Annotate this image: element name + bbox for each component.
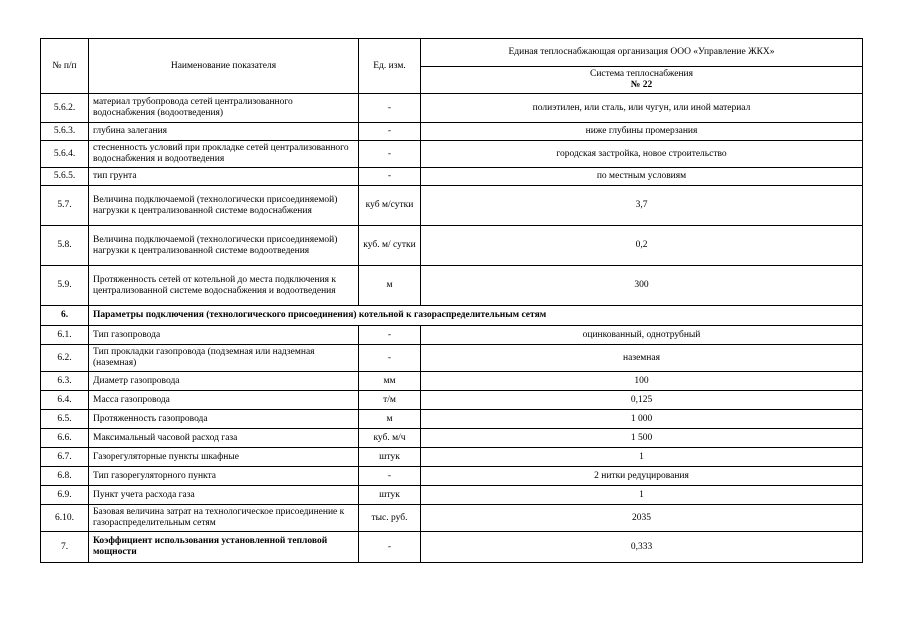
row-num: 6.8. <box>41 467 89 486</box>
row-value: 1 <box>421 448 863 467</box>
row-unit: мм <box>359 372 421 391</box>
row-num: 6. <box>41 306 89 326</box>
row-name: Протяженность газопровода <box>89 410 359 429</box>
row-unit: тыс. руб. <box>359 505 421 532</box>
row-unit: - <box>359 168 421 186</box>
row-name: Диаметр газопровода <box>89 372 359 391</box>
row-name: Тип прокладки газопровода (подземная или надземная (наземная) <box>89 345 359 372</box>
row-num: 6.3. <box>41 372 89 391</box>
section-title: Параметры подключения (технологического присоединения) котельной к газораспределительным сетям <box>89 306 863 326</box>
table-row <box>41 306 863 326</box>
header-row <box>41 39 863 67</box>
row-unit: - <box>359 94 421 123</box>
table-row <box>41 410 863 429</box>
row-value: 2 нитки редуцирования <box>421 467 863 486</box>
table-row <box>41 266 863 306</box>
row-value: 0,125 <box>421 391 863 410</box>
row-name: Тип газопровода <box>89 326 359 345</box>
header-org: Единая теплоснабжающая организация ООО «Управление ЖКХ» <box>421 39 863 67</box>
table-row <box>41 372 863 391</box>
header-name: Наименование показателя <box>89 39 359 94</box>
row-num: 6.10. <box>41 505 89 532</box>
table-row <box>41 123 863 141</box>
row-value: ниже глубины промерзания <box>421 123 863 141</box>
row-num: 5.9. <box>41 266 89 306</box>
row-name: глубина залегания <box>89 123 359 141</box>
row-value: наземная <box>421 345 863 372</box>
row-unit: штук <box>359 486 421 505</box>
row-unit: - <box>359 467 421 486</box>
row-name: Величина подключаемой (технологически присоединяемой) нагрузки к централизованной системе водоотведения <box>89 226 359 266</box>
row-value: 1 500 <box>421 429 863 448</box>
table-row <box>41 186 863 226</box>
row-num: 5.6.2. <box>41 94 89 123</box>
table-row <box>41 467 863 486</box>
row-num: 6.9. <box>41 486 89 505</box>
row-unit: - <box>359 123 421 141</box>
row-unit: куб м/сутки <box>359 186 421 226</box>
row-value: полиэтилен, или сталь, или чугун, или иной материал <box>421 94 863 123</box>
row-unit: куб. м/ч <box>359 429 421 448</box>
table-row <box>41 532 863 563</box>
row-num: 6.6. <box>41 429 89 448</box>
row-unit: - <box>359 532 421 563</box>
table-row <box>41 505 863 532</box>
header-num: № п/п <box>41 39 89 94</box>
row-num: 5.6.4. <box>41 141 89 168</box>
row-name: Газорегуляторные пункты шкафные <box>89 448 359 467</box>
table-row <box>41 226 863 266</box>
row-name: Тип газорегуляторного пункта <box>89 467 359 486</box>
table-row <box>41 391 863 410</box>
row-num: 6.2. <box>41 345 89 372</box>
row-value: 1 <box>421 486 863 505</box>
row-unit: куб. м/ сутки <box>359 226 421 266</box>
header-system <box>421 67 863 94</box>
row-value: 2035 <box>421 505 863 532</box>
row-value: городская застройка, новое строительство <box>421 141 863 168</box>
table-row <box>41 448 863 467</box>
row-num: 5.6.5. <box>41 168 89 186</box>
row-name: Протяженность сетей от котельной до места подключения к централизованной системе водоснабжения и водоотведения <box>89 266 359 306</box>
row-value: 3,7 <box>421 186 863 226</box>
header-unit: Ед. изм. <box>359 39 421 94</box>
row-unit: м <box>359 266 421 306</box>
row-name: Базовая величина затрат на технологическое присоединение к газораспределительным сетям <box>89 505 359 532</box>
row-name: Величина подключаемой (технологически присоединяемой) нагрузки к централизованной системе водоснабжения <box>89 186 359 226</box>
row-unit: - <box>359 141 421 168</box>
row-value: по местным условиям <box>421 168 863 186</box>
row-unit: м <box>359 410 421 429</box>
row-value: 0,333 <box>421 532 863 563</box>
row-name: тип грунта <box>89 168 359 186</box>
row-unit: т/м <box>359 391 421 410</box>
row-num: 5.8. <box>41 226 89 266</box>
row-name: материал трубопровода сетей централизованного водоснабжения (водоотведения) <box>89 94 359 123</box>
row-name: Максимальный часовой расход газа <box>89 429 359 448</box>
table-row <box>41 168 863 186</box>
row-value: оцинкованный, однотрубный <box>421 326 863 345</box>
row-name: стесненность условий при прокладке сетей централизованного водоснабжения и водоотведения <box>89 141 359 168</box>
data-table <box>40 38 863 563</box>
row-num: 6.1. <box>41 326 89 345</box>
row-value: 100 <box>421 372 863 391</box>
row-value: 300 <box>421 266 863 306</box>
row-num: 6.7. <box>41 448 89 467</box>
row-num: 5.7. <box>41 186 89 226</box>
system-label: Система теплоснабжения <box>589 69 694 79</box>
row-unit: штук <box>359 448 421 467</box>
table-body <box>41 39 863 563</box>
row-unit: - <box>359 326 421 345</box>
row-value: 0,2 <box>421 226 863 266</box>
system-number: № 22 <box>630 80 653 90</box>
row-num: 5.6.3. <box>41 123 89 141</box>
table-row <box>41 429 863 448</box>
row-name: Коэффициент использования установленной тепловой мощности <box>89 532 359 563</box>
row-num: 7. <box>41 532 89 563</box>
table-row <box>41 345 863 372</box>
row-name: Пункт учета расхода газа <box>89 486 359 505</box>
row-unit: - <box>359 345 421 372</box>
row-num: 6.4. <box>41 391 89 410</box>
row-num: 6.5. <box>41 410 89 429</box>
row-value: 1 000 <box>421 410 863 429</box>
table-row <box>41 141 863 168</box>
table-row <box>41 326 863 345</box>
table-row <box>41 486 863 505</box>
table-row <box>41 94 863 123</box>
row-name: Масса газопровода <box>89 391 359 410</box>
